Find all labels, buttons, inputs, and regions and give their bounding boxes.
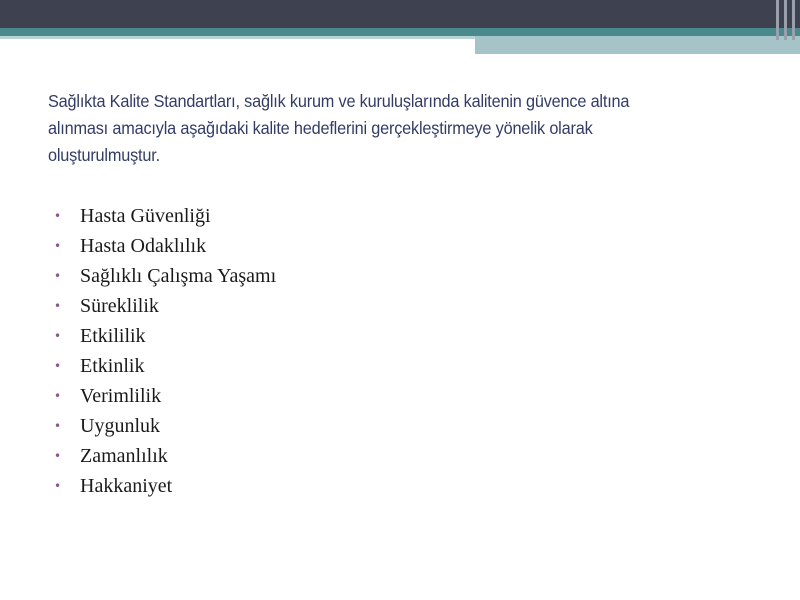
header-corner-line xyxy=(784,0,787,40)
list-item xyxy=(54,232,276,262)
header-corner-line xyxy=(776,0,779,40)
list-item-label: Etkililik xyxy=(80,325,146,347)
list-item-label: Hasta Güvenliği xyxy=(80,205,211,227)
bullet-icon: • xyxy=(54,479,62,493)
list-item-label: Hasta Odaklılık xyxy=(80,235,207,257)
list-item-label: Hakkaniyet xyxy=(80,475,173,497)
bullet-icon: • xyxy=(54,239,62,253)
list-item-label: Uygunluk xyxy=(80,415,160,437)
list-item xyxy=(54,442,276,472)
list-item xyxy=(54,352,276,382)
quality-goals-list xyxy=(54,202,276,502)
header-stripe-light xyxy=(0,36,475,39)
list-item xyxy=(54,292,276,322)
list-item xyxy=(54,262,276,292)
bullet-icon: • xyxy=(54,329,62,343)
bullet-icon: • xyxy=(54,359,62,373)
bullet-icon: • xyxy=(54,209,62,223)
bullet-icon: • xyxy=(54,269,62,283)
list-item xyxy=(54,412,276,442)
list-item-label: Süreklilik xyxy=(80,295,159,317)
intro-paragraph: Sağlıkta Kalite Standartları, sağlık kurum ve kuruluşlarında kalitenin güvence altına alınması amacıyla aşağıdaki kalite hedeflerini gerçekleştirmeye yönelik olarak oluşturulmuştur. xyxy=(48,91,630,165)
header-stripe-teal xyxy=(0,28,800,36)
list-item xyxy=(54,322,276,352)
bullet-icon: • xyxy=(54,449,62,463)
header-stripe-right xyxy=(475,36,800,54)
bullet-icon: • xyxy=(54,389,62,403)
list-item xyxy=(54,382,276,412)
header-bar xyxy=(0,0,800,28)
header-corner-line xyxy=(792,0,795,40)
bullet-icon: • xyxy=(54,299,62,313)
list-item-label: Etkinlik xyxy=(80,355,145,377)
list-item-label: Zamanlılık xyxy=(80,445,168,467)
list-item xyxy=(54,202,276,232)
list-item xyxy=(54,472,276,502)
list-item-label: Sağlıklı Çalışma Yaşamı xyxy=(80,265,277,287)
bullet-icon: • xyxy=(54,419,62,433)
list-item-label: Verimlilik xyxy=(80,385,162,407)
